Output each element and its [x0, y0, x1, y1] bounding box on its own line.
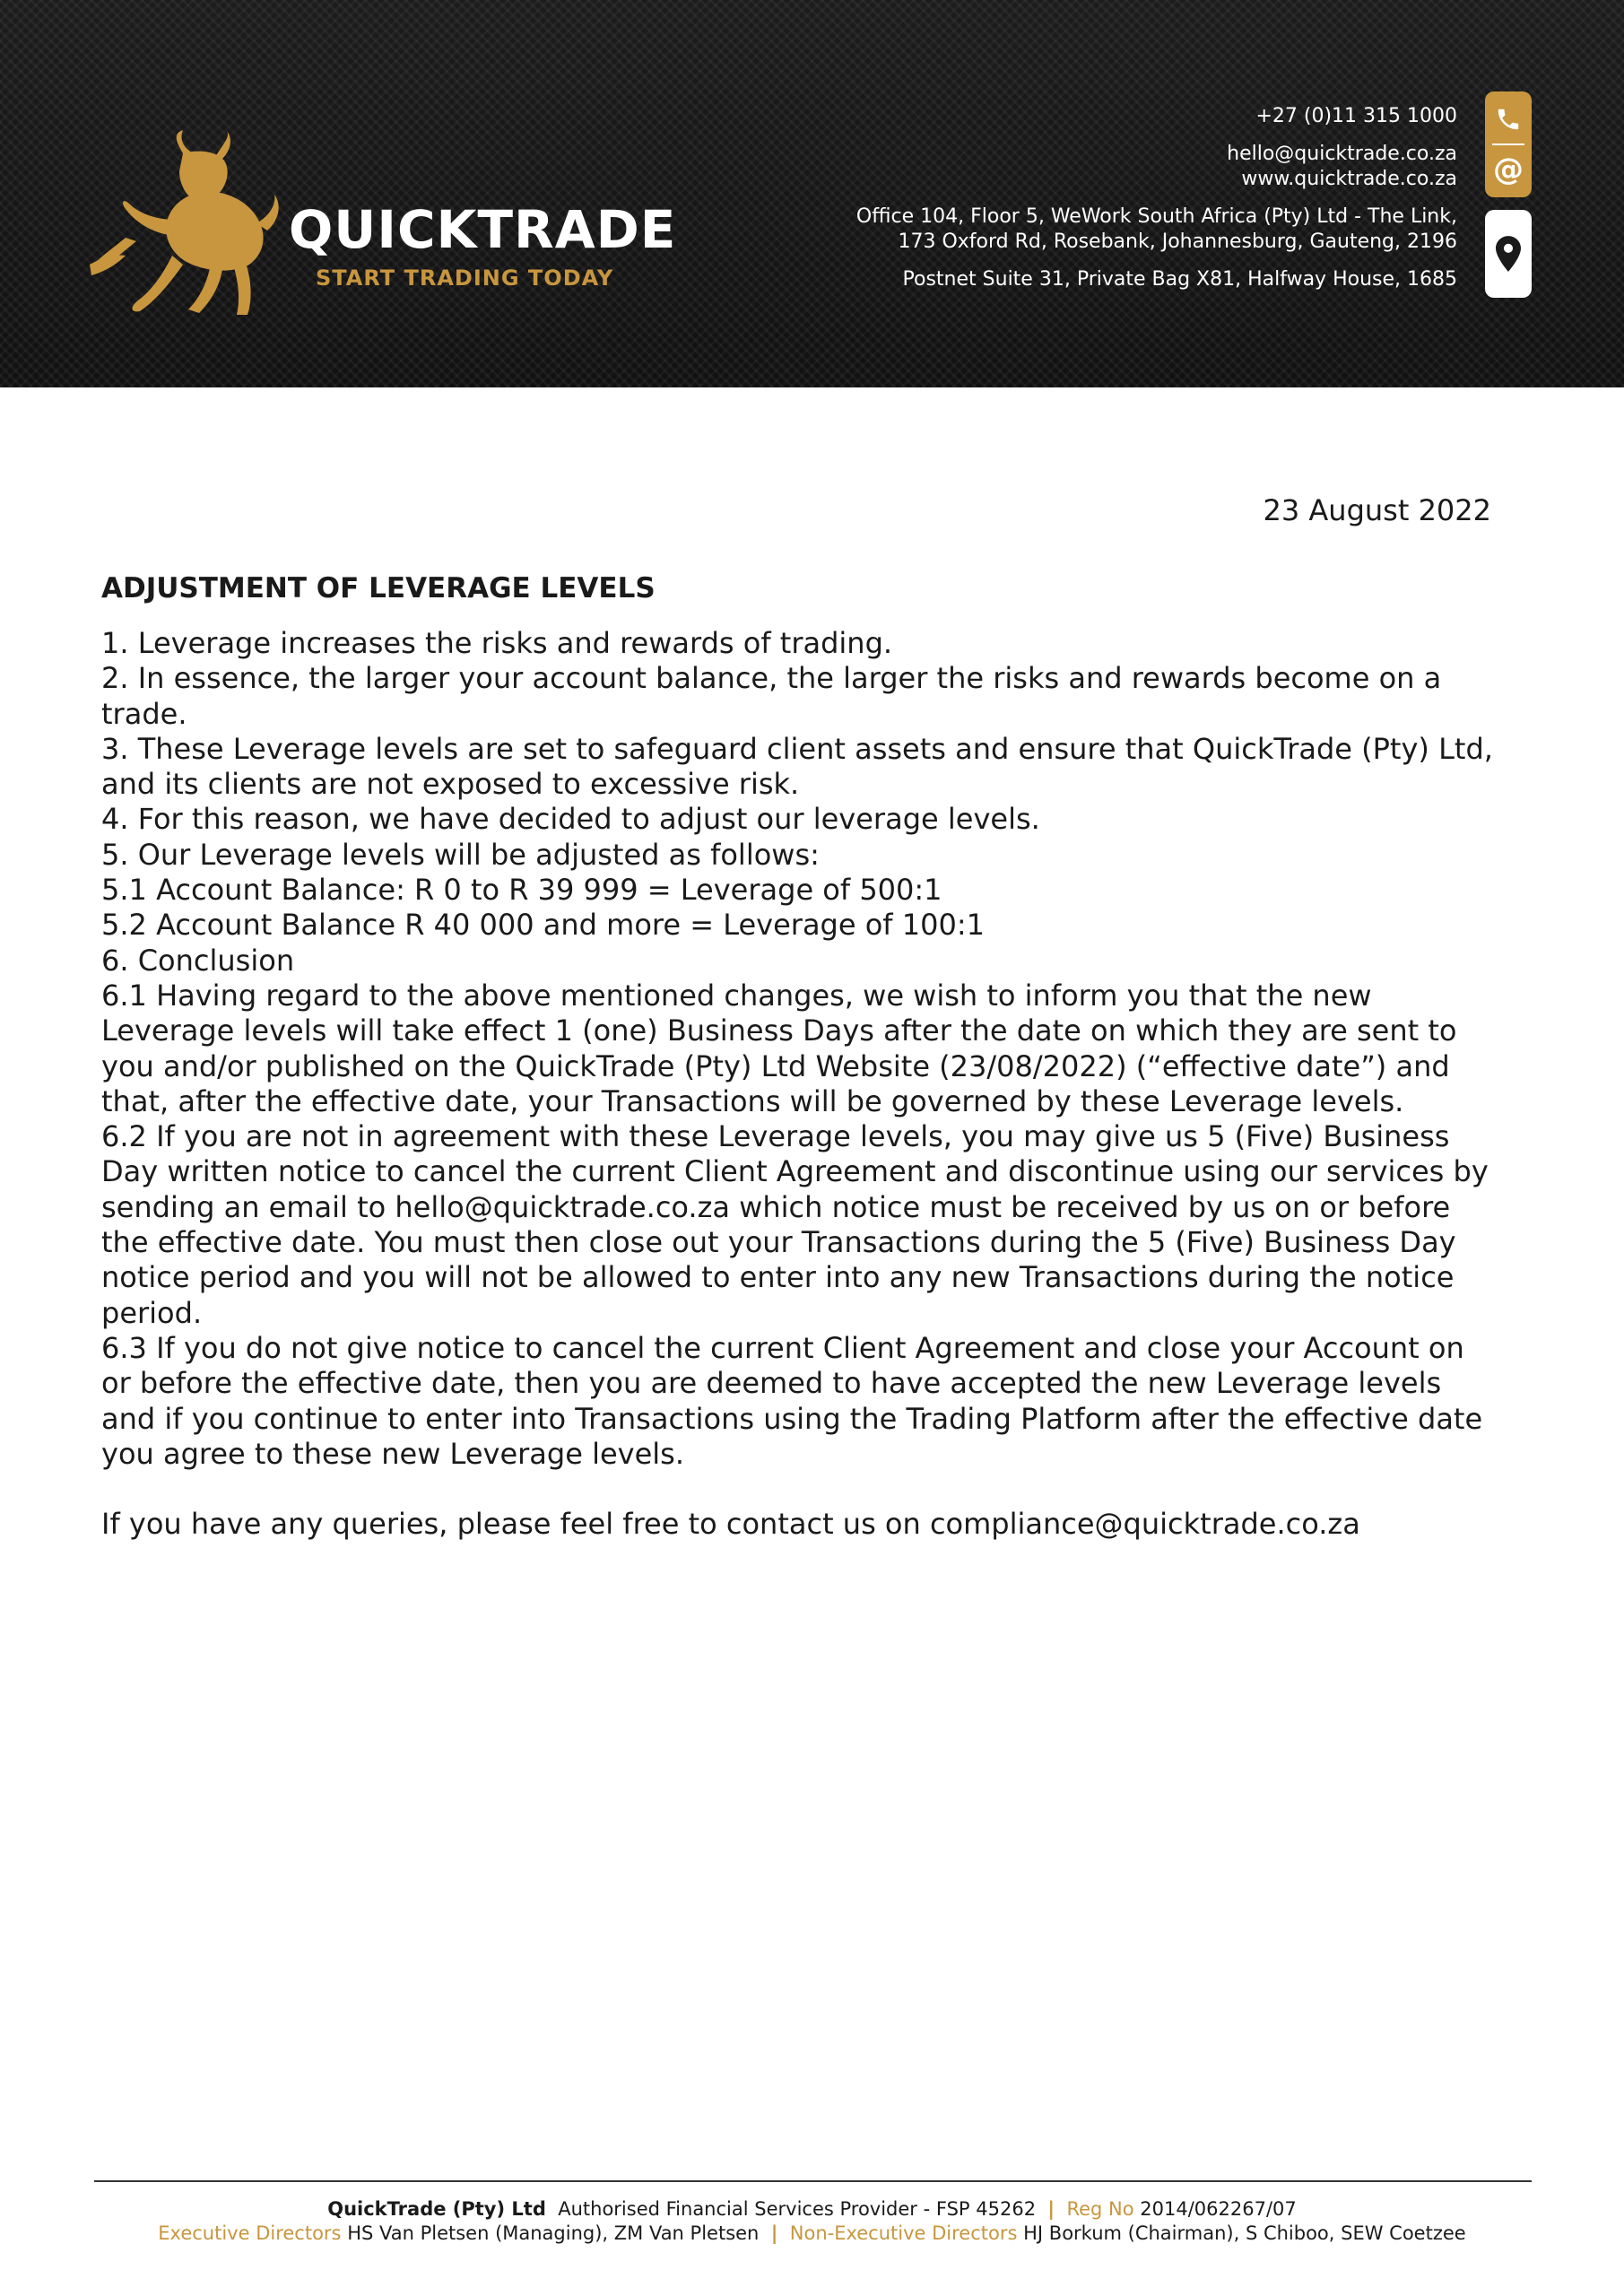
brand-name: QUICKTRADE: [289, 199, 677, 260]
footer-nonexec-label: Non-Executive Directors: [789, 2222, 1018, 2244]
footer-exec-label: Executive Directors: [158, 2222, 342, 2244]
footer-reg-label: Reg No: [1066, 2198, 1134, 2220]
letter-date: 23 August 2022: [1263, 493, 1491, 527]
paragraph: 5. Our Leverage levels will be adjusted as follows:: [101, 837, 820, 872]
footer-reg-no: 2014/062267/07: [1140, 2198, 1297, 2220]
bull-logo: [90, 130, 282, 318]
footer-separator: |: [1047, 2198, 1055, 2220]
footer-divider: [94, 2180, 1532, 2182]
footer-company: QuickTrade (Pty) Ltd: [327, 2198, 546, 2220]
paragraph: 1. Leverage increases the risks and rewards of trading.: [101, 626, 893, 660]
paragraph: 6.1 Having regard to the above mentioned changes, we wish to inform you that the new Leverage levels will take effect 1 (one) Business Days after the date on which they are sent to you and/or published on the QuickTrade (Pty) Ltd Website (23/08/2022) (“effective date”) and that, after the effective date, your Transactions will be governed by these Leverage levels.: [101, 978, 1457, 1118]
letterhead: [0, 0, 1624, 387]
map-pin-icon: [1485, 210, 1532, 298]
closing-line: If you have any queries, please feel free to contact us on compliance@quicktrade.co.za: [101, 1507, 1360, 1541]
location-icon-box: [1485, 210, 1532, 298]
address-line-1: Office 104, Floor 5, WeWork South Africa (Pty) Ltd - The Link,: [855, 205, 1457, 228]
footer-separator: |: [770, 2222, 778, 2244]
contact-phone[interactable]: +27 (0)11 315 1000: [1255, 105, 1457, 127]
footer-fsp: Authorised Financial Services Provider - FSP 45262: [558, 2198, 1037, 2220]
contact-email[interactable]: hello@quicktrade.co.za: [1227, 143, 1457, 165]
document-body: [101, 626, 1500, 1472]
paragraph: 2. In essence, the larger your account balance, the larger the risks and rewards become on a trade.: [101, 661, 1442, 731]
at-icon: @: [1493, 152, 1524, 187]
paragraph: 4. For this reason, we have decided to adjust our leverage levels.: [101, 802, 1040, 837]
paragraph: 6.3 If you do not give notice to cancel the current Client Agreement and close your Account on or before the effective date, then you are deemed to have accepted the new Leverage levels and if you continue to enter into Transactions using the Trading Platform after the effective date you agree to these new Leverage levels.: [101, 1330, 1483, 1471]
icon-divider: [1492, 144, 1524, 145]
address-line-2: 173 Oxford Rd, Rosebank, Johannesburg, Gauteng, 2196: [898, 230, 1457, 253]
phone-icon: [1485, 97, 1532, 142]
contact-website[interactable]: www.quicktrade.co.za: [1241, 168, 1457, 190]
brand-tagline: START TRADING TODAY: [316, 265, 614, 291]
paragraph: 5.1 Account Balance: R 0 to R 39 999 = Leverage of 500:1: [101, 873, 942, 908]
footer-exec-names: HS Van Pletsen (Managing), ZM Van Pletsen: [347, 2222, 760, 2244]
footer-directors-line: [0, 2222, 1624, 2244]
postnet-address: Postnet Suite 31, Private Bag X81, Halfway House, 1685: [902, 268, 1457, 291]
paragraph: 3. These Leverage levels are set to safeguard client assets and ensure that QuickTrade (Pty) Ltd, and its clients are not exposed to excessive risk.: [101, 731, 1493, 802]
footer-company-line: [0, 2198, 1624, 2220]
paragraph: 6. Conclusion: [101, 943, 295, 978]
paragraph: 6.2 If you are not in agreement with these Leverage levels, you may give us 5 (Five) Business Day written notice to cancel the current Client Agreement and discontinue using our services by sending an email to hello@quicktrade.co.za which notice must be received by us on or before the effective date. You must then close out your Transactions during the 5 (Five) Business Day notice period and you will not be allowed to enter into any new Transactions during the notice period.: [101, 1119, 1489, 1330]
document-title: ADJUSTMENT OF LEVERAGE LEVELS: [101, 572, 656, 604]
paragraph: 5.2 Account Balance R 40 000 and more = Leverage of 100:1: [101, 908, 985, 943]
footer-nonexec-names: HJ Borkum (Chairman), S Chiboo, SEW Coetzee: [1023, 2222, 1466, 2244]
contact-icon-box: [1485, 91, 1532, 197]
